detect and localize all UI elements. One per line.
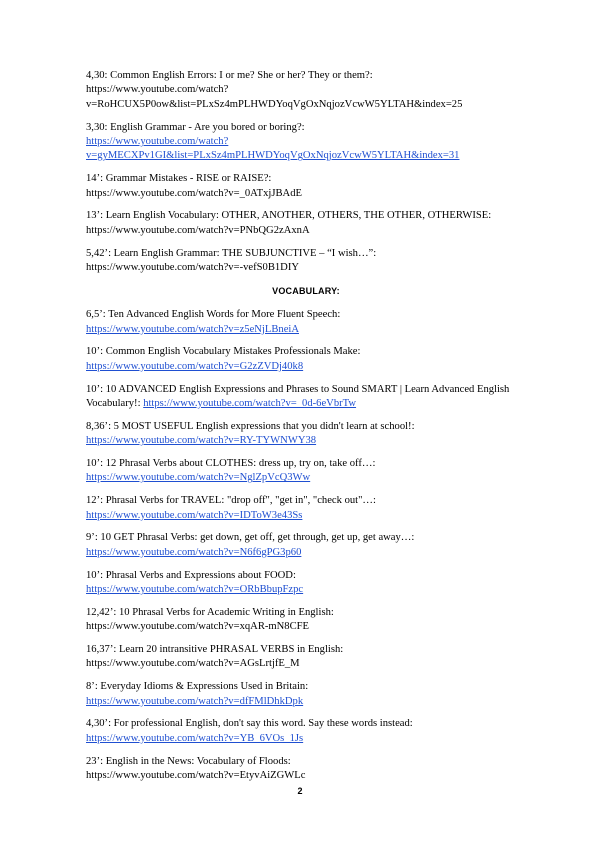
video-link[interactable]: https://www.youtube.com/watch?v=RY-TYWNWY38 bbox=[86, 435, 317, 447]
video-entry bbox=[86, 420, 526, 449]
video-entry bbox=[86, 308, 526, 337]
video-entry bbox=[86, 569, 526, 598]
video-link[interactable]: https://www.youtube.com/watch?v=G2zZVDj40k8 bbox=[86, 360, 304, 372]
video-url-text: https://www.youtube.com/watch?v=EtyvAiZGWLc bbox=[86, 770, 306, 782]
video-title: 3,30: English Grammar - Are you bored or boring?: bbox=[86, 121, 305, 133]
video-link[interactable]: https://www.youtube.com/watch?v=N6f6gPG3p60 bbox=[86, 546, 302, 558]
video-entry bbox=[86, 643, 526, 672]
video-url-text: https://www.youtube.com/watch?v=_0ATxjJBAdE bbox=[86, 187, 302, 199]
video-link[interactable]: https://www.youtube.com/watch?v=dfFMlDhkDpk bbox=[86, 695, 304, 707]
video-link[interactable]: https://www.youtube.com/watch?v=IDToW3e43Ss bbox=[86, 509, 303, 521]
video-title: 9’: 10 GET Phrasal Verbs: get down, get off, get through, get up, get away…: bbox=[86, 532, 415, 544]
video-entry bbox=[86, 457, 526, 486]
video-url-text: https://www.youtube.com/watch?v=PNbQG2zAxnA bbox=[86, 224, 310, 236]
video-link[interactable]: https://www.youtube.com/watch?v=ORbBbupFzpc bbox=[86, 584, 304, 596]
video-link[interactable]: https://www.youtube.com/watch?v=YB_6VOs_1Js bbox=[86, 732, 304, 744]
video-entry bbox=[86, 680, 526, 709]
video-entry bbox=[86, 209, 526, 238]
video-url-text: https://www.youtube.com/watch?v=AGsLrtjfE_M bbox=[86, 658, 300, 670]
video-url-text: https://www.youtube.com/watch?v=xqAR-mN8CFE bbox=[86, 621, 310, 633]
video-title: 4,30: Common English Errors: I or me? She or her? They or them?: bbox=[86, 70, 373, 81]
video-entry bbox=[86, 717, 526, 746]
video-entry bbox=[86, 121, 526, 164]
video-entry bbox=[86, 345, 526, 374]
video-title: 4,30’: For professional English, don't say this word. Say these words instead: bbox=[86, 718, 413, 730]
video-link[interactable]: https://www.youtube.com/watch?v=gyMECXPv1GI&list=PLxSz4mPLHWDYoqVgOxNqjozVcwW5YLTAH&index=31 bbox=[86, 136, 460, 162]
video-url-text: https://www.youtube.com/watch?v=-vefS0B1DIY bbox=[86, 262, 300, 274]
video-title: 23’: English in the News: Vocabulary of Floods: bbox=[86, 755, 291, 767]
video-title: 13’: Learn English Vocabulary: OTHER, ANOTHER, OTHERS, THE OTHER, OTHERWISE: bbox=[86, 210, 492, 222]
video-title: 12’: Phrasal Verbs for TRAVEL: "drop off", "get in", "check out"…: bbox=[86, 495, 376, 507]
video-title: 10’: 12 Phrasal Verbs about CLOTHES: dress up, try on, take off…: bbox=[86, 458, 376, 470]
video-link[interactable]: https://www.youtube.com/watch?v=NglZpVcQ3Ww bbox=[86, 472, 311, 484]
video-entry bbox=[86, 755, 526, 784]
video-url-text: https://www.youtube.com/watch?v=RoHCUX5P0ow&list=PLxSz4mPLHWDYoqVgOxNqjozVcwW5YLTAH&index=25 bbox=[86, 84, 463, 110]
video-title: 10’: 10 ADVANCED English Expressions and Phrases to Sound SMART | Learn Advanced English Vocabulary!: bbox=[86, 383, 510, 410]
video-entry bbox=[86, 383, 526, 412]
video-title: 10’: Phrasal Verbs and Expressions about FOOD: bbox=[86, 569, 296, 581]
video-link[interactable]: https://www.youtube.com/watch?v=z5eNjLBneiA bbox=[86, 323, 299, 335]
video-title: 12,42’: 10 Phrasal Verbs for Academic Writing in English: bbox=[86, 606, 334, 618]
video-title: 8,36’: 5 MOST USEFUL English expressions that you didn't learn at school!: bbox=[86, 420, 415, 432]
video-title: 5,42’: Learn English Grammar: THE SUBJUNCTIVE – “I wish…”: bbox=[86, 247, 377, 259]
video-entry bbox=[86, 531, 526, 560]
video-entry bbox=[86, 606, 526, 635]
vocabulary-heading: VOCABULARY: bbox=[272, 285, 340, 296]
page-content bbox=[86, 69, 526, 792]
video-title: 16,37’: Learn 20 intransitive PHRASAL VERBS in English: bbox=[86, 644, 344, 656]
video-entry bbox=[86, 247, 526, 276]
video-entry bbox=[86, 494, 526, 523]
video-entry bbox=[86, 69, 526, 112]
page-number: 2 bbox=[297, 786, 303, 796]
video-title: 14’: Grammar Mistakes - RISE or RAISE?: bbox=[86, 173, 272, 185]
video-title: 6,5’: Ten Advanced English Words for More Fluent Speech: bbox=[86, 309, 341, 321]
video-link[interactable]: https://www.youtube.com/watch?v=_0d-6eVbrTw bbox=[143, 398, 357, 410]
grammar-list bbox=[86, 69, 526, 275]
video-title: 8’: Everyday Idioms & Expressions Used in Britain: bbox=[86, 681, 309, 693]
video-title: 10’: Common English Vocabulary Mistakes Professionals Make: bbox=[86, 346, 361, 358]
vocabulary-list bbox=[86, 308, 526, 783]
video-entry bbox=[86, 172, 526, 201]
